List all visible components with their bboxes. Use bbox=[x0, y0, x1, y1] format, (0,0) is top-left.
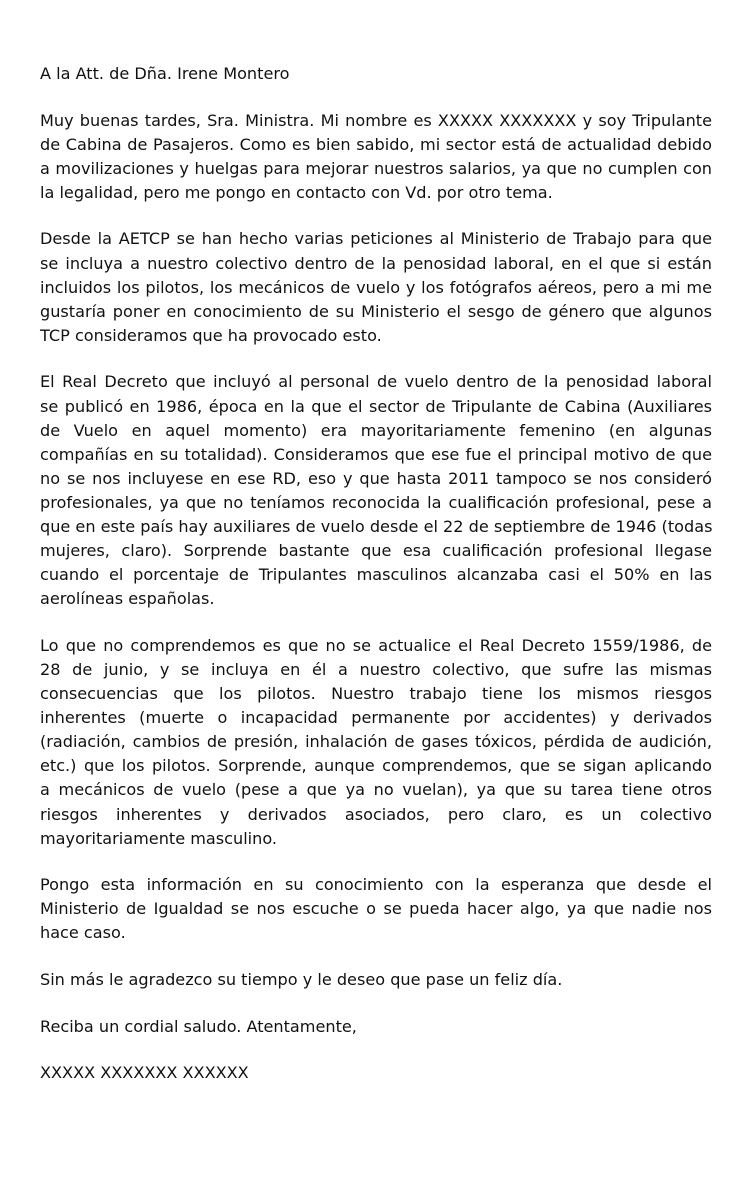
closing bbox=[40, 1015, 712, 1039]
paragraph-line: mujeres, claro). Sorprende bastante que esa cualificación profesional llegase bbox=[40, 541, 712, 561]
paragraph-line: aerolíneas españolas. bbox=[40, 589, 215, 609]
paragraph-actualizacion bbox=[40, 634, 712, 851]
paragraph-line: la legalidad, pero me pongo en contacto con Vd. por otro tema. bbox=[40, 182, 553, 202]
salutation-line: A la Att. de Dña. Irene Montero bbox=[40, 64, 290, 83]
paragraph-line: Muy buenas tardes, Sra. Ministra. Mi nombre es XXXXX XXXXXXX y soy Tripulante bbox=[40, 110, 712, 130]
paragraph-line: a movilizaciones y huelgas para mejorar nuestros salarios, ya que no cumplen con bbox=[40, 158, 712, 178]
paragraph-line: de Cabina de Pasajeros. Como es bien sabido, mi sector está de actualidad debido bbox=[40, 134, 712, 154]
paragraph-line: se incluya a nuestro colectivo dentro de la penosidad laboral, en el que si están bbox=[40, 253, 712, 273]
paragraph-line: 28 de junio, y se incluya en él a nuestro colectivo, que sufre las mismas bbox=[40, 659, 712, 679]
paragraph-line: mayoritariamente masculino. bbox=[40, 828, 278, 848]
paragraph-line: se publicó en 1986, época en la que el sector de Tripulante de Cabina (Auxiliares bbox=[40, 396, 712, 416]
paragraph-line: hace caso. bbox=[40, 923, 126, 943]
paragraph-line: a mecánicos de vuelo (pese a que ya no vuelan), ya que su tarea tiene otros bbox=[40, 780, 712, 800]
paragraph-aetcp bbox=[40, 227, 712, 347]
paragraph-line: Desde la AETCP se han hecho varias peticiones al Ministerio de Trabajo para que bbox=[40, 229, 712, 249]
paragraph-real-decreto bbox=[40, 370, 712, 611]
paragraph-line: inherentes (muerte o incapacidad permanente por accidentes) y derivados bbox=[40, 708, 712, 728]
thanks-line: Sin más le agradezco su tiempo y le deseo que pase un feliz día. bbox=[40, 970, 563, 989]
paragraph-line: profesionales, ya que no teníamos reconocida la cualificación profesional, pese a bbox=[40, 492, 712, 512]
paragraph-line: de Vuelo en aquel momento) era mayoritariamente femenino (en algunas bbox=[40, 420, 712, 440]
paragraph-line: TCP consideramos que ha provocado esto. bbox=[40, 325, 382, 345]
paragraph-line: compañías en su totalidad). Consideramos que ese fue el principal motivo de que bbox=[40, 444, 712, 464]
closing-line: Reciba un cordial saludo. Atentamente, bbox=[40, 1016, 357, 1036]
signature-line: XXXXX XXXXXXX XXXXXX bbox=[40, 1063, 249, 1083]
paragraph-intro bbox=[40, 109, 712, 205]
paragraph-line: (radiación, cambios de presión, inhalación de gases tóxicos, pérdida de audición, bbox=[40, 732, 712, 752]
thanks bbox=[40, 968, 712, 992]
paragraph-line: El Real Decreto que incluyó al personal de vuelo dentro de la penosidad laboral bbox=[40, 372, 712, 392]
paragraph-line: consecuencias que los pilotos. Nuestro trabajo tiene los mismos riesgos bbox=[40, 684, 712, 704]
signature bbox=[40, 1061, 712, 1085]
paragraph-line: cuando el porcentaje de Tripulantes masculinos alcanzaba casi el 50% en las bbox=[40, 565, 712, 585]
salutation bbox=[40, 62, 712, 86]
paragraph-line: que en este país hay auxiliares de vuelo desde el 22 de septiembre de 1946 (todas bbox=[40, 517, 713, 536]
paragraph-line: etc.) que los pilotos. Sorprende, aunque comprendemos, que se sigan aplicando bbox=[40, 756, 712, 776]
paragraph-igualdad bbox=[40, 873, 712, 945]
paragraph-line: gustaría poner en conocimiento de su Ministerio el sesgo de género que algunos bbox=[40, 301, 712, 321]
paragraph-line: riesgos inherentes y derivados asociados, pero claro, es un colectivo bbox=[40, 804, 712, 824]
paragraph-line: no se nos incluyese en ese RD, eso y que hasta 2011 tampoco se nos consideró bbox=[40, 468, 712, 488]
paragraph-line: incluidos los pilotos, los mecánicos de vuelo y los fotógrafos aéreos, pero a mi me bbox=[40, 277, 712, 297]
letter bbox=[40, 62, 712, 1108]
paragraph-line: Ministerio de Igualdad se nos escuche o se pueda hacer algo, ya que nadie nos bbox=[40, 899, 712, 919]
paragraph-line: Lo que no comprendemos es que no se actualice el Real Decreto 1559/1986, de bbox=[40, 635, 712, 655]
paragraph-line: Pongo esta información en su conocimiento con la esperanza que desde el bbox=[40, 875, 712, 895]
